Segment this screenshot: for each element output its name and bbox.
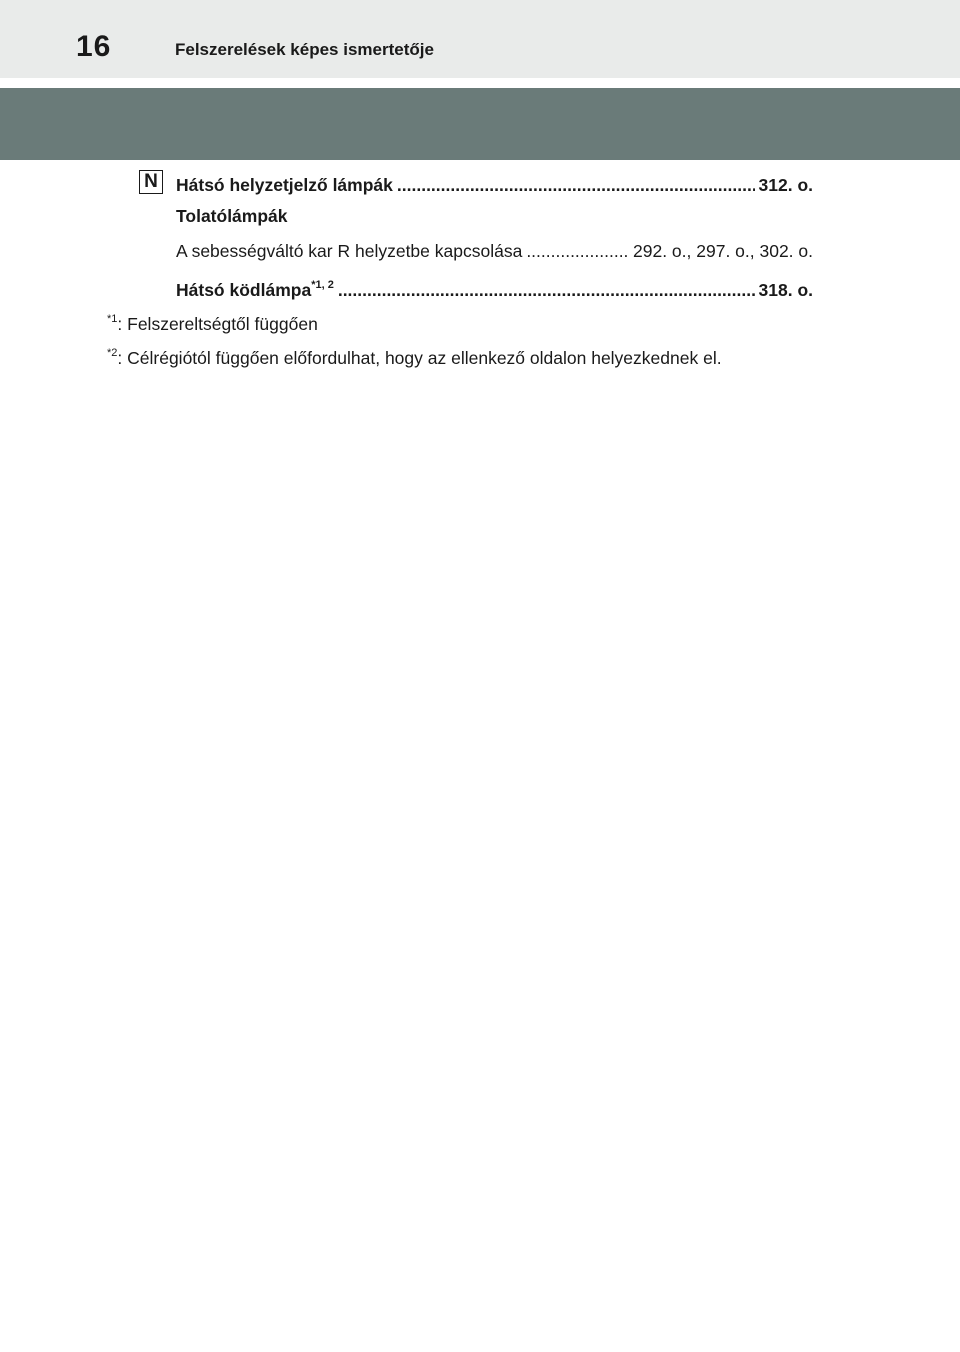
page-reference[interactable]: 312. o. — [758, 175, 813, 195]
footnote-text: : Célrégiótól függően előfordulhat, hogy az ellenkező oldalon helyezkednek el. — [117, 348, 722, 368]
header-band — [0, 0, 960, 78]
page-number: 16 — [76, 30, 112, 63]
leader-dots — [338, 280, 755, 301]
section-title: Felszerelések képes ismertetője — [175, 40, 434, 59]
page-reference[interactable]: 292. o., 297. o., 302. o. — [633, 241, 813, 261]
leader-dots — [397, 175, 755, 196]
entry-reversing-lamps: Tolatólámpák — [176, 206, 288, 226]
footnote-mark: *2 — [107, 347, 118, 359]
entry-label: A sebességváltó kar R helyzetbe kapcsolása — [176, 241, 523, 261]
entry-label-text: Hátsó ködlámpa — [176, 280, 312, 300]
footnote-2 — [107, 348, 722, 369]
footnote-text: : Felszereltségtől függően — [117, 314, 318, 334]
section-bar — [0, 88, 960, 160]
callout-marker-n: N — [139, 170, 163, 194]
footnote-mark: *1 — [107, 313, 118, 325]
footnote-ref: *1, 2 — [311, 279, 334, 291]
entry-rear-fog-lamp — [176, 280, 813, 301]
leader-dots — [526, 241, 629, 262]
header-gap — [0, 78, 960, 88]
entry-label: Hátsó helyzetjelző lámpák — [176, 175, 393, 195]
entry-label — [176, 280, 334, 301]
footnote-1 — [107, 314, 318, 335]
entry-reverse-shift — [176, 241, 813, 262]
page-reference[interactable]: 318. o. — [758, 280, 813, 300]
entry-rear-position-lamps — [176, 175, 813, 196]
